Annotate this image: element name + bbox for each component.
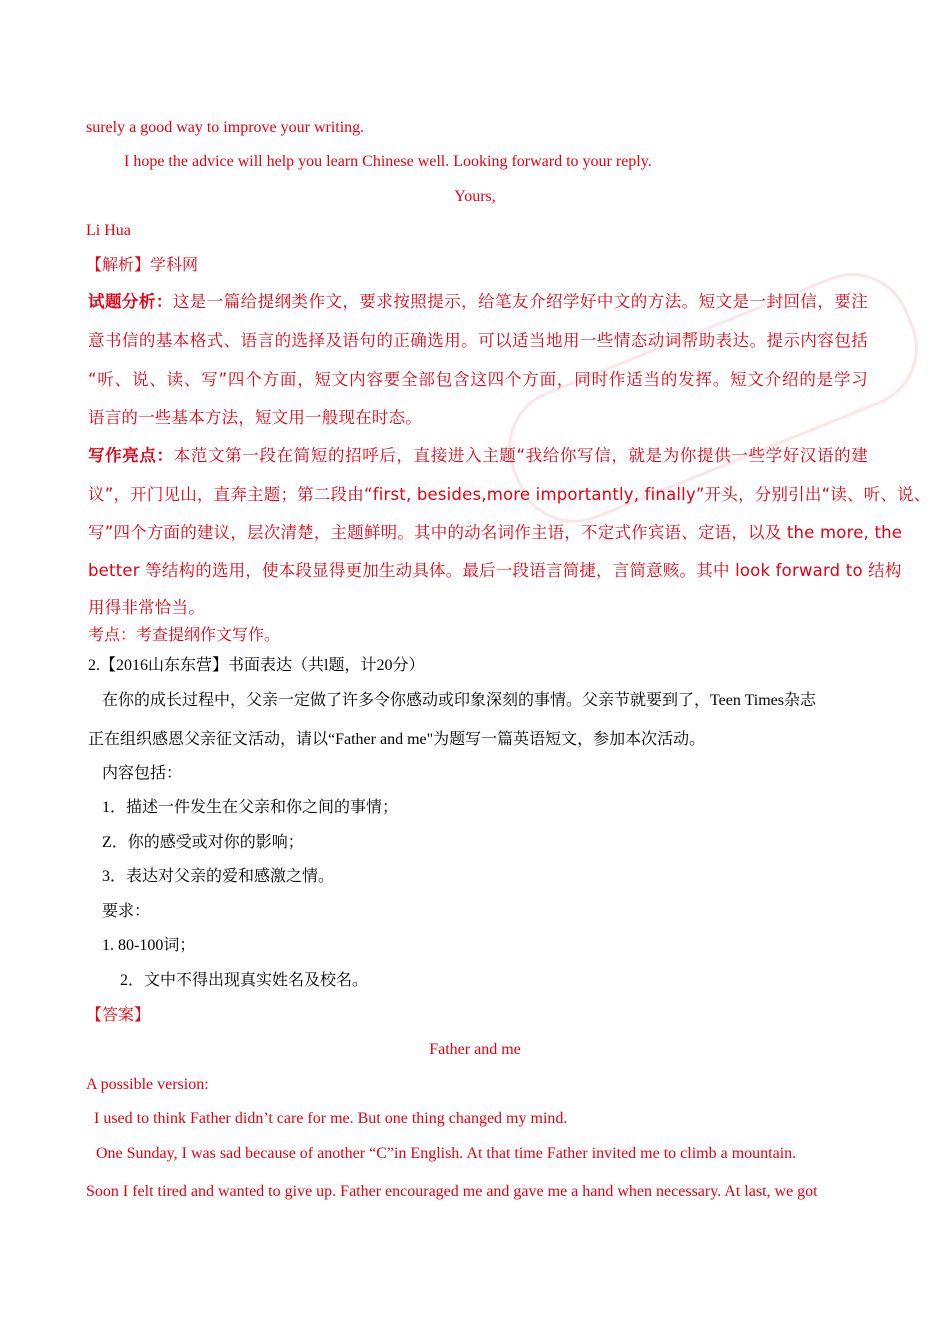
letter-signature: Li Hua: [86, 222, 131, 239]
answer-label: 【答案】: [86, 1007, 151, 1024]
question-intro-line: 在你的成长过程中，父亲一定做了许多令你感动或印象深刻的事情。父亲节就要到了，Teen Times杂志: [102, 692, 817, 709]
highlight-paragraph-line: 议”，开门见山，直奔主题；第二段由“first, besides,more importantly, finally”开头，分别引出“读、听、说、: [88, 485, 931, 504]
highlight-paragraph-line: 用得非常恰当。: [88, 598, 205, 617]
analysis-paragraph-line: 语言的一些基本方法，短文用一般现在时态。: [88, 408, 422, 427]
content-item: 1．描述一件发生在父亲和你之间的事情；: [102, 799, 399, 816]
analysis-paragraph-line: 试题分析：这是一篇给提纲类作文，要求按照提示，给笔友介绍学好中文的方法。短文是一封回信，要注: [88, 292, 868, 311]
analysis-paragraph-line: 意书信的基本格式、语言的选择及语句的正确选用。可以适当地用一些情态动词帮助表达。提示内容包括: [88, 331, 868, 350]
letter-closing: Yours,: [454, 188, 496, 205]
highlight-paragraph-line: 写作亮点：本范文第一段在简短的招呼后，直接进入主题“我给你写信，就是为你提供一些学好汉语的建: [88, 446, 869, 465]
requirement-item: 2．文中不得出现真实姓名及校名。: [120, 972, 369, 989]
content-item: 3．表达对父亲的爱和感激之情。: [102, 868, 335, 885]
letter-line: I hope the advice will help you learn Chinese well. Looking forward to your reply.: [124, 153, 652, 170]
analysis-label: 试题分析：: [88, 292, 173, 311]
kaodian-line: 考点：考查提纲作文写作。: [88, 627, 281, 644]
requirement-label: 要求：: [102, 903, 151, 920]
requirement-item: 1. 80-100词；: [102, 937, 196, 954]
essay-line: One Sunday, I was sad because of another “C”in English. At that time Father invited me to climb a mountain.: [96, 1145, 797, 1162]
question-title: 2.【2016山东东营】书面表达（共l题，计20分）: [88, 657, 425, 674]
highlight-paragraph-line: 写”四个方面的建议，层次清楚，主题鲜明。其中的动名词作主语，不定式作宾语、定语，以及 the more, the: [88, 523, 903, 542]
essay-line: Soon I felt tired and wanted to give up. Father encouraged me and gave me a hand when necessary. At last, we got: [86, 1183, 818, 1200]
highlight-label: 写作亮点：: [88, 446, 174, 465]
essay-version-label: A possible version:: [86, 1076, 209, 1093]
analysis-header: 【解析】学科网: [86, 257, 199, 274]
content-label: 内容包括：: [102, 765, 183, 782]
content-item: Z．你的感受或对你的影响；: [102, 834, 304, 851]
highlight-paragraph-line: better 等结构的选用，使本段显得更加生动具体。最后一段语言简捷，言简意赅。其中 look forward to 结构: [88, 561, 902, 580]
letter-line: surely a good way to improve your writing.: [86, 119, 365, 136]
analysis-paragraph-line: “听、说、读、写”四个方面，短文内容要全部包含这四个方面，同时作适当的发挥。短文介绍的是学习: [88, 370, 868, 389]
essay-title: Father and me: [429, 1041, 521, 1058]
essay-line: I used to think Father didn’t care for me. But one thing changed my mind.: [94, 1110, 568, 1127]
question-intro-line: 正在组织感恩父亲征文活动，请以“Father and me"为题写一篇英语短文，参加本次活动。: [88, 731, 706, 748]
